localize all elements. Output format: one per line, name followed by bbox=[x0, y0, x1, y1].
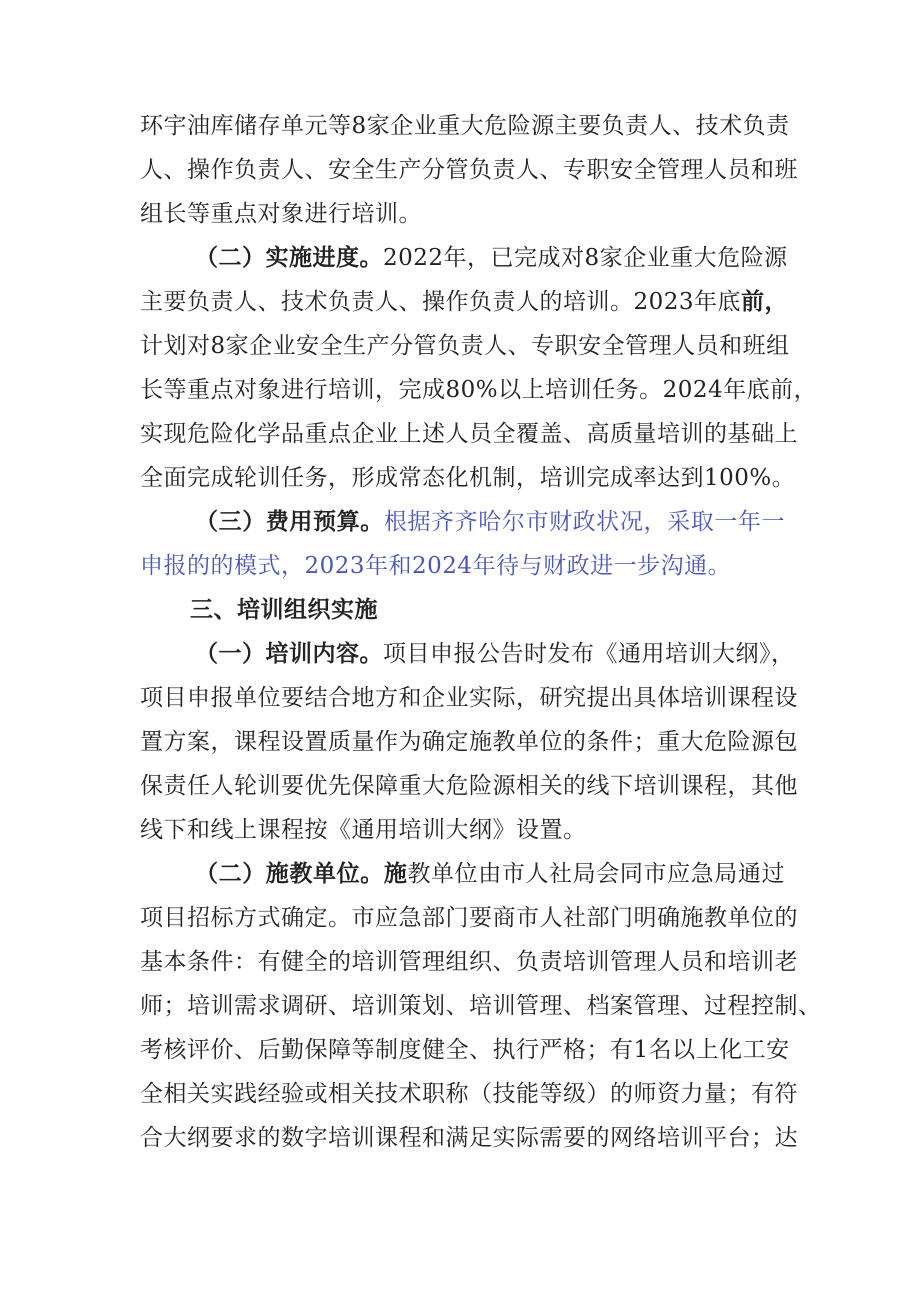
para2-line6: 全面完成轮训任务，形成常态化机制，培训完成率达到100%。 bbox=[140, 465, 796, 491]
para5-line5: 考核评价、后勤保障等制度健全、执行严格；有1名以上化工安 bbox=[140, 1037, 790, 1063]
para4-line1-text: 项目申报公告时发布《通用培训大纲》， bbox=[383, 641, 795, 667]
para2-line2-text: 主要负责人、技术负责人、操作负责人的培训。2023年底 bbox=[140, 289, 742, 315]
para2-line4: 长等重点对象进行培训，完成80%以上培训任务。2024年底前， bbox=[140, 377, 818, 403]
para2-line1-text: 2022年，已完成对8家企业重大危险源 bbox=[383, 245, 788, 271]
para1-line2: 人、操作负责人、安全生产分管负责人、专职安全管理人员和班 bbox=[140, 157, 798, 183]
para5-line4: 师；培训需求调研、培训策划、培训管理、档案管理、过程控制、 bbox=[140, 993, 822, 1019]
para4-line4: 保责任人轮训要优先保障重大危险源相关的线下培训课程，其他 bbox=[140, 773, 798, 799]
para2-line2-bold: 前， bbox=[741, 288, 789, 315]
para5-line3: 基本条件：有健全的培训管理组织、负责培训管理人员和培训老 bbox=[140, 949, 798, 975]
para1-line1: 环宇油库储存单元等8家企业重大危险源主要负责人、技术负责 bbox=[140, 113, 790, 139]
para4-line5: 线下和线上课程按《通用培训大纲》设置。 bbox=[140, 817, 587, 843]
document-page bbox=[140, 104, 822, 1160]
para2-line2 bbox=[140, 280, 789, 324]
para4-heading: （一）培训内容。 bbox=[195, 640, 383, 667]
para2-line3: 计划对8家企业安全生产分管负责人、专职安全管理人员和班组 bbox=[140, 333, 790, 359]
para2-line5: 实现危险化学品重点企业上述人员全覆盖、高质量培训的基础上 bbox=[140, 421, 798, 447]
para5-line1-text: 教单位由市人社局会同市应急局通过 bbox=[407, 861, 786, 887]
para2-heading: （二）实施进度。 bbox=[195, 244, 383, 271]
para4-line2: 项目申报单位要结合地方和企业实际，研究提出具体培训课程设 bbox=[140, 685, 798, 711]
para5-heading: （二）施教单位。施 bbox=[195, 860, 408, 887]
para5-line2: 项目招标方式确定。市应急部门要商市人社部门明确施教单位的 bbox=[140, 905, 798, 931]
para5-line1 bbox=[140, 852, 785, 896]
para4-line1 bbox=[140, 632, 795, 676]
section3-title: 三、培训组织实施 bbox=[190, 596, 378, 623]
para5-line7: 合大纲要求的数字培训课程和满足实际需要的网络培训平台；达 bbox=[140, 1125, 798, 1151]
para3-line1 bbox=[140, 500, 785, 544]
para1-line3: 组长等重点对象进行培训。 bbox=[140, 201, 422, 227]
para3-heading: （三）费用预算。 bbox=[195, 508, 384, 535]
para3-line1-text: 根据齐齐哈尔市财政状况，采取一年一 bbox=[383, 509, 786, 535]
para4-line3: 置方案，课程设置质量作为确定施教单位的条件；重大危险源包 bbox=[140, 729, 798, 755]
para5-line6: 全相关实践经验或相关技术职称（技能等级）的师资力量；有符 bbox=[140, 1081, 798, 1107]
para3-line2: 申报的的模式，2023年和2024年待与财政进一步沟通。 bbox=[140, 553, 732, 579]
para2-line1 bbox=[140, 236, 788, 280]
